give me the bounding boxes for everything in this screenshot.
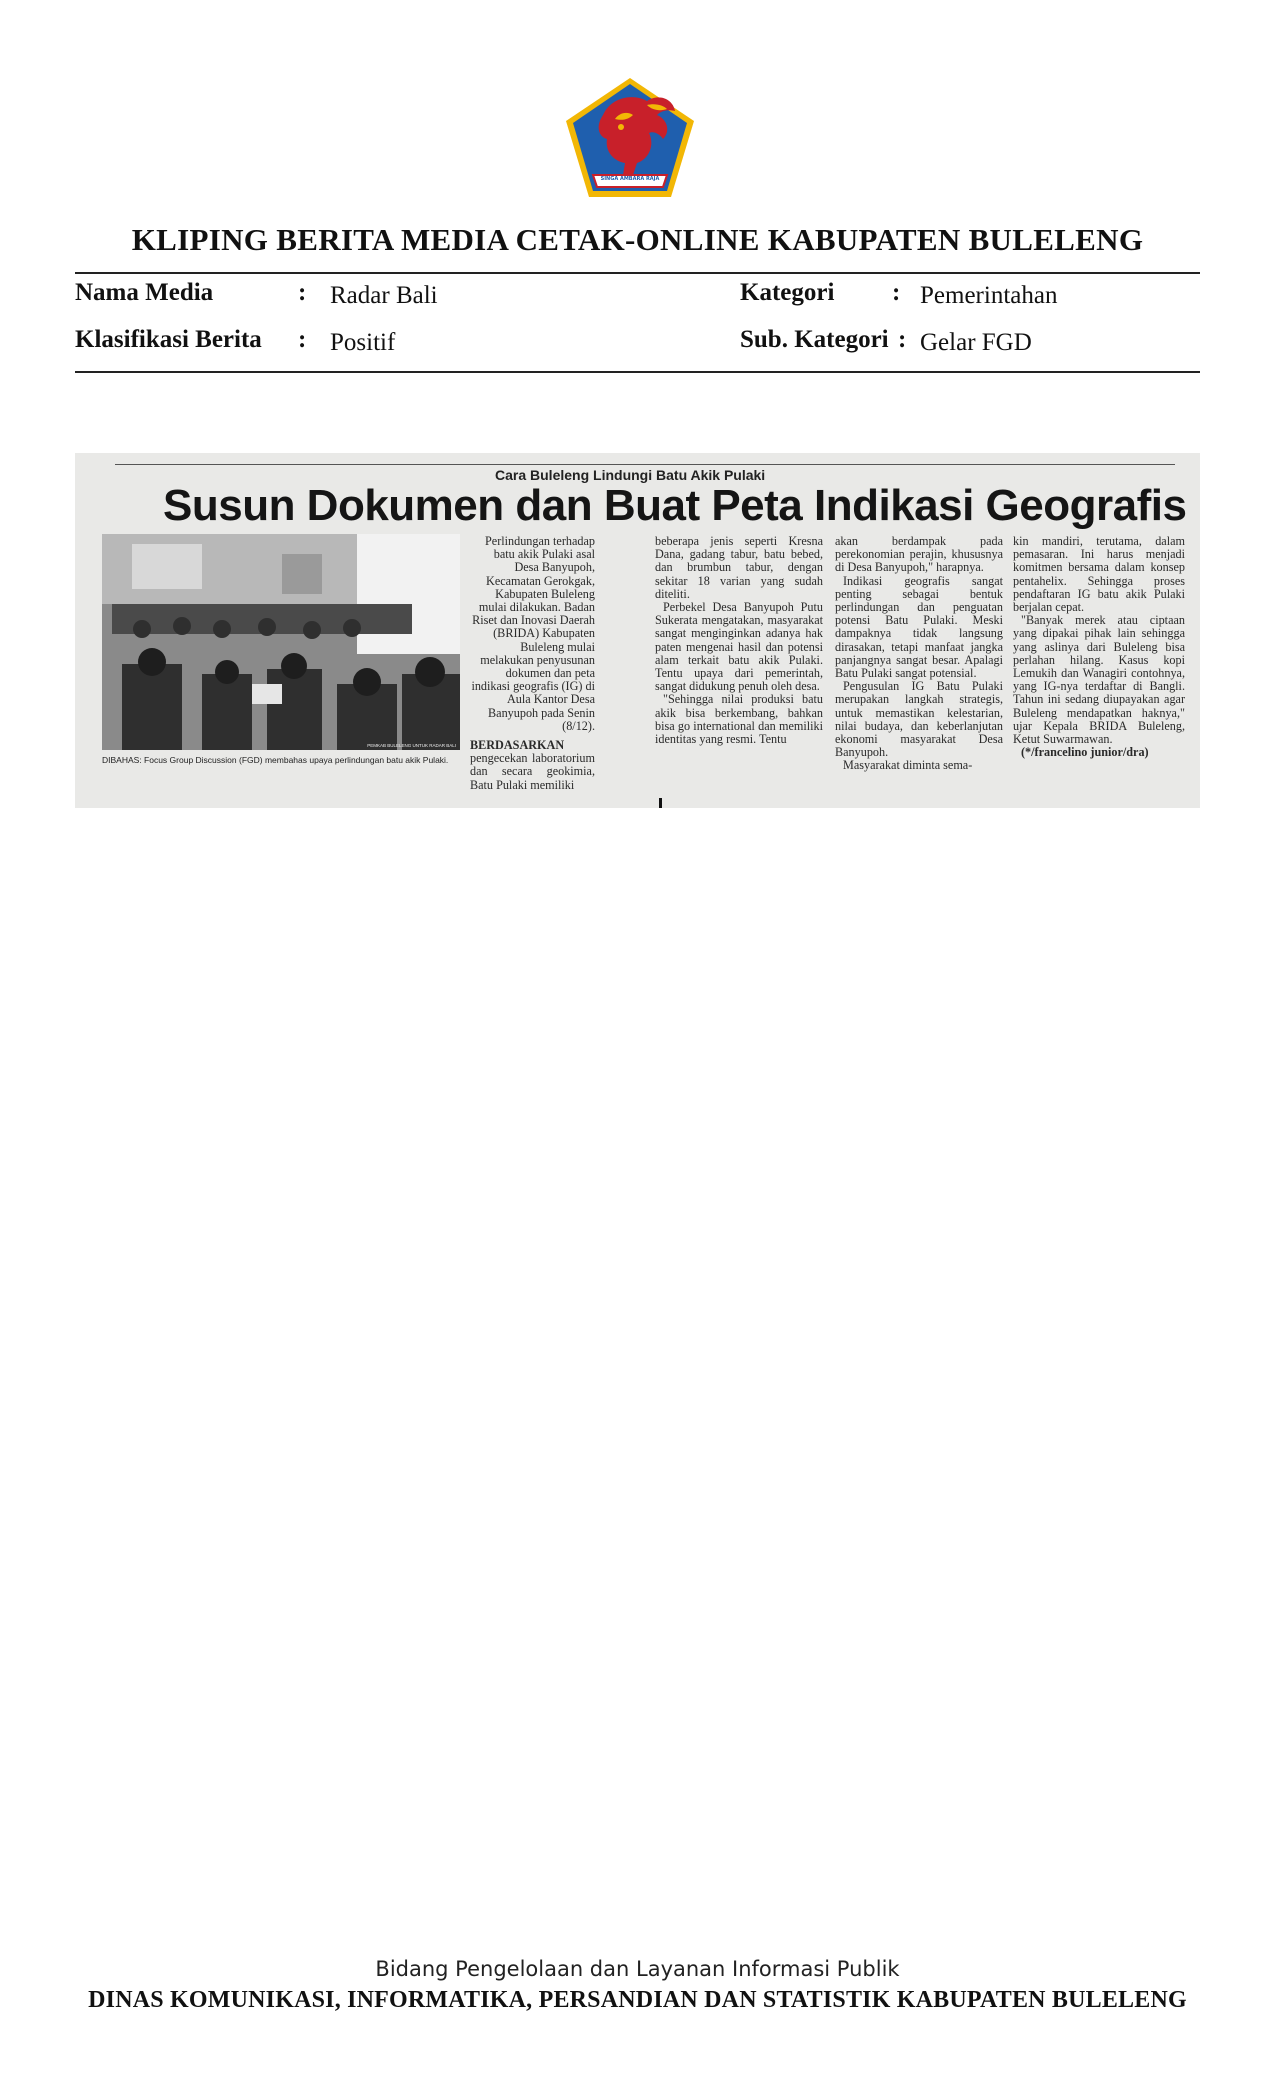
- klasifikasi-label: Klasifikasi Berita: [75, 326, 262, 353]
- singa-ambara-raja-emblem-icon: [563, 75, 697, 201]
- col3-paragraph: akan berdampak pada perekonomian perajin, khususnya di Desa Banyupoh," harapnya.: [835, 535, 1003, 575]
- meeting-photo-icon: [102, 534, 460, 750]
- col4-paragraph: kin mandiri, terutama, dalam pemasaran. Ini harus menjadi komitmen bersama dalam konsep pentahelix. Sehingga proses pendaftaran IG batu akik Pulaki berjalan cepat.: [1013, 535, 1185, 615]
- clip-headline: Susun Dokumen dan Buat Peta Indikasi Geografis: [163, 481, 1187, 530]
- col4b-paragraph: "Banyak merek atau ciptaan yang dipakai pihak lain sehingga yang aslinya dari Buleleng bisa perlahan hilang. Kasus kopi Lemukih dan Wanagiri contohnya, yang IG-nya terdaftar di Bangli. Tahun ini sedang diupayakan agar Buleleng mendapatkan haknya," ujar Kepala BRIDA Buleleng, Ketut Suwarmawan.: [1013, 613, 1185, 747]
- media-value: Radar Bali: [330, 282, 438, 309]
- footer-agency: DINAS KOMUNIKASI, INFORMATIKA, PERSANDIAN DAN STATISTIK KABUPATEN BULELENG: [88, 1987, 1187, 2013]
- subkategori-label: Sub. Kategori: [740, 326, 889, 353]
- clip-photo: [102, 534, 460, 750]
- clip-top-rule: [115, 464, 1175, 465]
- col2b-paragraph: Perbekel Desa Banyupoh Putu Sukerata mengatakan, masyarakat sangat menginginkan adanya hak paten mengenai hasil dan potensi alam terkait batu akik Pulaki. Tentu upaya dari pemerintah, sangat didukung penuh oleh desa.: [655, 600, 823, 694]
- clip-kicker: Cara Buleleng Lindungi Batu Akik Pulaki: [495, 467, 766, 483]
- col2c-paragraph: "Sehingga nilai produksi batu akik bisa berkembang, bahkan bisa go international dan memiliki identitas yang resmi. Tentu: [655, 692, 823, 747]
- article-column-1: [470, 535, 595, 797]
- subkategori-separator: :: [898, 326, 907, 353]
- col3c-paragraph: Pengusulan IG Batu Pulaki merupakan langkah strategis, untuk memastikan kelestarian, nilai budaya, dan keberlanjutan ekonomi masyarakat Desa Banyupoh.: [835, 679, 1003, 760]
- photo-credit: PEMKAB BULELENG UNTUK RADAR BALI: [367, 743, 456, 748]
- klasifikasi-value: Positif: [330, 329, 396, 356]
- article-column-2: [655, 535, 823, 797]
- kategori-value: Pemerintahan: [920, 282, 1058, 309]
- col3b-paragraph: Indikasi geografis sangat penting sebagai bentuk perlindungan dan penguatan potensi Batu Pulaki. Meski dampaknya tidak langsung dirasakan, tetapi manfaat jangka panjangnya sangat besar. Apalagi Batu Pulaki sangat potensial.: [835, 573, 1003, 681]
- col1-lead: BERDASARKAN: [470, 738, 565, 753]
- col1-paragraph: Perlindungan terhadap batu akik Pulaki asal Desa Banyupoh, Kecamatan Gerokgak, Kabupaten Buleleng mulai dilakukan. Badan Riset dan Inovasi Daerah (BRIDA) Kabupaten Buleleng mulai melakukan penyusunan dokumen dan peta indikasi geografis (IG) di Aula Kantor Desa Banyupoh pada Senin (8/12).: [471, 535, 595, 733]
- footer-department: Bidang Pengelolaan dan Layanan Informasi Publik: [375, 1957, 900, 1981]
- news-clipping: [75, 453, 1200, 808]
- col2-paragraph: beberapa jenis seperti Kresna Dana, gadang tabur, batu bebed, dan brumbun tabur, dengan sekitar 18 varian yang sudah diteliti.: [655, 535, 823, 601]
- pemkab-buleleng-logo: [563, 75, 697, 201]
- kategori-separator: :: [892, 279, 901, 306]
- article-column-3: [835, 535, 1003, 797]
- klasifikasi-separator: :: [298, 326, 307, 353]
- col1b-paragraph: pengecekan laboratorium dan secara geokimia, Batu Pulaki memiliki: [470, 751, 595, 792]
- header-rule-top: [75, 272, 1200, 274]
- column-divider-mark: [659, 798, 662, 808]
- col3d-paragraph: Masyarakat diminta sema-: [843, 758, 973, 773]
- media-label: Nama Media: [75, 279, 214, 306]
- subkategori-value: Gelar FGD: [920, 329, 1032, 356]
- header-rule-bottom: [75, 371, 1200, 373]
- kategori-label: Kategori: [740, 279, 835, 306]
- media-separator: :: [298, 279, 307, 306]
- page-title: KLIPING BERITA MEDIA CETAK-ONLINE KABUPATEN BULELENG: [131, 222, 1144, 257]
- article-byline: (*/francelino junior/dra): [1021, 745, 1149, 760]
- photo-caption: DIBAHAS: Focus Group Discussion (FGD) membahas upaya perlindungan batu akik Pulaki.: [102, 755, 449, 765]
- article-column-4: [1013, 535, 1185, 797]
- logo-caption: SINGA AMBARA RAJA: [600, 176, 660, 182]
